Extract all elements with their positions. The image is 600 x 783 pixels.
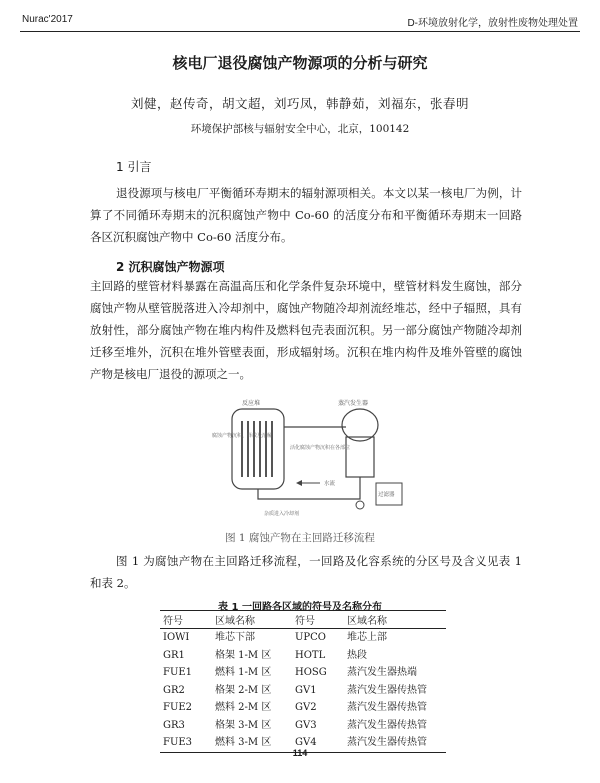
table-cell: FUE1 — [163, 667, 193, 678]
table-cell: GV2 — [295, 702, 317, 713]
table-header-cell: 区域名称 — [212, 611, 292, 629]
table-row — [160, 699, 446, 717]
author-list: 刘健，赵传奇，胡文超，刘巧凤，韩静茹，刘福东，张春明 — [130, 96, 469, 111]
intro-paragraph: 退役源项与核电厂平衡循环寿期末的辐射源项相关。本文以某一核电厂为例，计算了不同循环寿期末的沉积腐蚀产物中 Co-60 的活度分布和平衡循环寿期末一回路各区沉积腐蚀产物中 Co-60 活度分布。 — [90, 186, 522, 244]
steam-generator-dome — [342, 409, 378, 441]
table-cell: FUE3 — [160, 734, 212, 752]
reactor-vessel-shape — [232, 409, 284, 489]
affiliation: 环境保护部核与辐射安全中心，北京，100142 — [190, 123, 410, 135]
table-cell: 堆芯上部 — [347, 632, 387, 643]
label-bottom-process: 杂质进入冷却剂 — [264, 511, 300, 517]
table-header-cell: 符号 — [292, 611, 344, 629]
table-header-cell: 符号 — [160, 611, 212, 629]
table-cell: GV4 — [292, 734, 344, 752]
table-cell: UPCO — [295, 632, 327, 643]
table-row — [160, 717, 446, 735]
paper-title: 核电厂退役腐蚀产物源项的分析与研究 — [172, 54, 428, 72]
table-cell: 燃料 1-M 区 — [215, 667, 272, 678]
table-cell: IOWI — [163, 632, 190, 643]
table-header-row — [160, 611, 446, 629]
label-water-flow: 水流 — [324, 481, 336, 487]
table-cell: GV1 — [295, 684, 317, 696]
table-header-cell: 区域名称 — [344, 611, 446, 629]
label-mid-process: 活化腐蚀产物沉积在各部位 — [290, 445, 351, 451]
table-cell: 格架 2-M 区 — [215, 684, 272, 696]
fuel-rods — [242, 421, 272, 477]
label-reactor: 反应堆 — [242, 400, 261, 407]
table-cell: 热段 — [347, 649, 367, 661]
table-cell: 格架 1-M 区 — [215, 649, 272, 661]
corrosion-flow-diagram — [210, 397, 410, 522]
table-cell: 燃料 2-M 区 — [215, 702, 272, 713]
running-header-left: Nurac'2017 — [22, 14, 73, 25]
running-header-right: D-环境放射化学，放射性废物处理处置 — [407, 18, 578, 29]
table-row — [160, 664, 446, 682]
label-filter: 过滤器 — [378, 492, 395, 498]
section-heading-intro: 1 引言 — [116, 160, 152, 174]
table-cell: 蒸汽发生器传热管 — [347, 684, 427, 696]
table-cell: 格架 3-M 区 — [215, 719, 272, 731]
table-row — [160, 682, 446, 700]
table-cell: GR3 — [163, 719, 185, 731]
section-heading-deposit: 2 沉积腐蚀产物源项 — [116, 260, 225, 274]
table-cell: 蒸汽发生器热端 — [347, 667, 417, 678]
table-row — [160, 647, 446, 665]
steam-generator-body — [346, 437, 374, 477]
coolant-pump — [356, 501, 364, 509]
table-cell: GR2 — [163, 684, 185, 696]
figure-caption: 图 1 腐蚀产物在主回路迁移流程 — [225, 532, 375, 544]
figure-reference-paragraph: 图 1 为腐蚀产物在主回路迁移流程，一回路及化容系统的分区号及含义见表 1 和表 2。 — [90, 554, 522, 590]
header-rule — [20, 31, 580, 32]
table-cell: 蒸汽发生器传热管 — [347, 702, 427, 713]
table-cell: 蒸汽发生器传热管 — [347, 719, 427, 731]
region-table — [160, 610, 446, 753]
deposit-paragraph: 主回路的壁管材料暴露在高温高压和化学条件复杂环境中，壁管材料发生腐蚀，部分腐蚀产物从壁管脱落进入冷却剂中，腐蚀产物随冷却剂流经堆芯，经中子辐照，具有放射性，部分腐蚀产物在堆内构件及燃料包壳表面沉积。另一部分腐蚀产物随冷却剂迁移至堆外，沉积在堆外管壁表面，形成辐射场。沉积在堆内构件及堆外管壁的腐蚀产物是核电厂退役的源项之一。 — [90, 279, 522, 381]
label-steam-generator: 蒸汽发生器 — [338, 400, 369, 407]
table-cell: 堆芯下部 — [215, 632, 255, 643]
table-row — [160, 629, 446, 647]
table-cell: 蒸汽发生器传热管 — [344, 734, 446, 752]
page-number: 114 — [292, 748, 308, 758]
figure-1-diagram — [210, 397, 410, 522]
region-symbol-table — [160, 610, 446, 753]
cold-leg-pipe — [258, 477, 360, 499]
table-cell: GV3 — [295, 719, 317, 731]
table-cell: HOTL — [295, 649, 326, 661]
table-cell: HOSG — [295, 667, 327, 678]
table-cell: GR1 — [163, 649, 185, 661]
table-cell: FUE2 — [163, 702, 193, 713]
table-title: 表 1 一回路各区域的符号及名称分布 — [218, 602, 382, 613]
table-cell: 燃料 3-M 区 — [212, 734, 292, 752]
label-left-process: 腐蚀产物沉积、释放及溶解 — [212, 433, 273, 439]
